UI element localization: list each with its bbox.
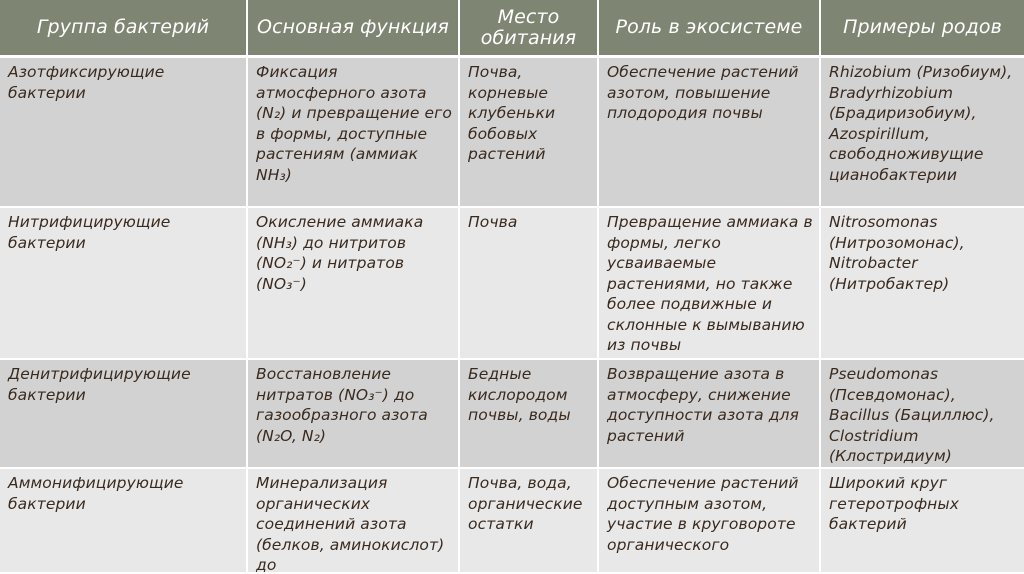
cell-role: Обеспечение растений доступным азотом, участие в круговороте органического: [599, 469, 821, 574]
cell-habitat: Почва: [460, 208, 599, 360]
cell-role: Обеспечение растений азотом, повышение плодородия почвы: [599, 58, 821, 208]
cell-group: Денитрифицирующие бактерии: [0, 360, 248, 469]
cell-function: Фиксация атмосферного азота (N₂) и превращение его в формы, доступные растениям (аммиак NH₃): [248, 58, 460, 208]
header-group: Группа бактерий: [0, 0, 248, 58]
cell-habitat: Почва, вода, органические остатки: [460, 469, 599, 574]
cell-examples: Pseudomonas (Псевдомонас), Bacillus (Бациллюс), Clostridium (Клостридиум): [821, 360, 1024, 469]
header-function: Основная функция: [248, 0, 460, 58]
cell-habitat: Бедные кислородом почвы, воды: [460, 360, 599, 469]
cell-function: Окисление аммиака (NH₃) до нитритов (NO₂⁻) и нитратов (NO₃⁻): [248, 208, 460, 360]
cell-function: Минерализация органических соединений азота (белков, аминокислот) до: [248, 469, 460, 574]
cell-role: Возвращение азота в атмосферу, снижение доступности азота для растений: [599, 360, 821, 469]
cell-group: Нитрифицирующие бактерии: [0, 208, 248, 360]
header-habitat: Место обитания: [460, 0, 599, 58]
cell-examples: Nitrosomonas (Нитрозомонас), Nitrobacter (Нитробактер): [821, 208, 1024, 360]
cell-role: Превращение аммиака в формы, легко усваиваемые растениями, но также более подвижные и склонные к вымыванию из почвы: [599, 208, 821, 360]
cell-group: Азотфиксирующие бактерии: [0, 58, 248, 208]
cell-group: Аммонифицирующие бактерии: [0, 469, 248, 574]
cell-function: Восстановление нитратов (NO₃⁻) до газообразного азота (N₂O, N₂): [248, 360, 460, 469]
cell-examples: Широкий круг гетеротрофных бактерий: [821, 469, 1024, 574]
cell-habitat: Почва, корневые клубеньки бобовых растений: [460, 58, 599, 208]
header-role: Роль в экосистеме: [599, 0, 821, 58]
header-examples: Примеры родов: [821, 0, 1024, 58]
cell-examples: Rhizobium (Ризобиум), Bradyrhizobium (Брадиризобиум), Azospirillum, свободноживущие цианобактерии: [821, 58, 1024, 208]
